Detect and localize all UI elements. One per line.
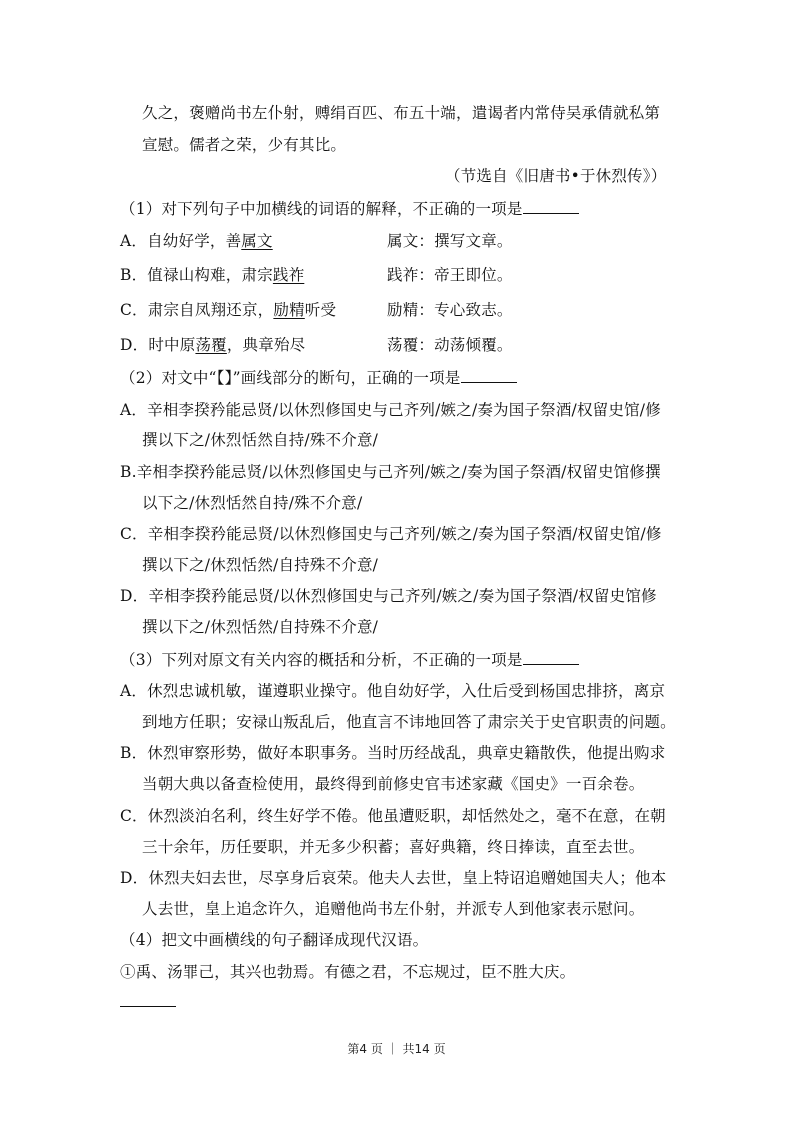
passage-source: （节选自《旧唐书•于休烈传》）	[445, 167, 667, 185]
answer-blank	[523, 650, 579, 665]
q1-option-d-explanation: 荡覆：动荡倾覆。	[387, 336, 513, 354]
option-text: 肃宗自凤翔还京，	[147, 301, 274, 319]
answer-blank	[523, 199, 579, 214]
q1-stem	[120, 199, 579, 219]
option-text: 时中原	[148, 336, 196, 354]
q1-stem-text: （1）对下列句子中加横线的词语的解释，不正确的一项是	[120, 200, 523, 218]
q2-option-b-line-1: B.辛相李揆矜能忌贤/以休烈修国史与己齐列/嫉之/奏为国子祭酒/权留史馆修撰	[120, 463, 661, 481]
underlined-word: 荡覆	[195, 336, 227, 354]
q1-option-a-explanation: 属文：撰写文章。	[387, 232, 513, 250]
q1-option-a	[120, 231, 273, 251]
answer-line	[120, 1006, 176, 1007]
q2-option-b-line-2: 以下之/休烈恬然自持/殊不介意/	[142, 494, 363, 512]
option-label: B．	[120, 266, 148, 284]
option-label: C．	[120, 301, 148, 319]
q3-option-c-line-2: 三十余年，历任要职，并无多少积蓄；喜好典籍，终日捧读，直至去世。	[142, 838, 645, 856]
q3-option-a-line-1: A．休烈忠诚机敏，谨遵职业操守。他自幼好学，入仕后受到杨国忠排挤，离京	[120, 682, 666, 700]
q1-option-b	[120, 265, 304, 285]
q1-option-c	[120, 300, 336, 320]
option-label: A．	[120, 232, 148, 250]
q1-option-b-explanation: 践祚：帝王即位。	[387, 266, 513, 284]
q1-option-d	[120, 335, 305, 355]
q2-option-c-line-2: 撰以下之/休烈恬然/自持殊不介意/	[142, 556, 379, 574]
q3-option-d-line-1: D．休烈夫妇去世，尽享身后哀荣。他夫人去世，皇上特诏追赠她国夫人；他本	[120, 869, 667, 887]
q3-option-c-line-1: C．休烈淡泊名利，终生好学不倦。他虽遭贬职，却恬然处之，毫不在意，在朝	[120, 807, 666, 825]
option-label: D．	[120, 336, 149, 354]
q3-stem	[120, 650, 579, 670]
q4-stem: （4）把文中画横线的句子翻译成现代汉语。	[120, 931, 429, 949]
answer-blank	[461, 368, 517, 383]
q1-option-c-explanation: 励精：专心致志。	[387, 301, 513, 319]
q3-option-b-line-1: B．休烈审察形势，做好本职事务。当时历经战乱，典章史籍散佚，他提出购求	[120, 744, 666, 762]
q3-option-b-line-2: 当朝大典以备查检使用，最终得到前修史官韦述家藏《国史》一百余卷。	[142, 775, 645, 793]
page-footer: 第4 页 ｜ 共14 页	[347, 1042, 446, 1056]
q4-sentence-1: ①禹、汤罪己，其兴也勃焉。有德之君，不忘规过，臣不胜大庆。	[120, 963, 576, 981]
underlined-word: 属文	[241, 232, 273, 250]
q2-stem	[120, 368, 517, 388]
option-text: 听受	[304, 301, 337, 319]
option-text: ，典章殆尽	[226, 336, 306, 354]
q2-option-d-line-2: 撰以下之/休烈恬然/自持殊不介意/	[142, 618, 379, 636]
passage-line-1: 久之，褒赠尚书左仆射，赙绢百匹、布五十端，遣谒者内常侍吴承倩就私第	[142, 104, 661, 122]
option-text: 自幼好学，善	[147, 232, 242, 250]
q3-stem-text: （3）下列对原文有关内容的概括和分析，不正确的一项是	[120, 651, 523, 669]
q2-option-a-line-2: 撰以下之/休烈恬然自持/殊不介意/	[142, 431, 379, 449]
underlined-word: 励精	[273, 301, 305, 319]
q2-option-a-line-1: A．辛相李揆矜能忌贤/以休烈修国史与己齐列/嫉之/奏为国子祭酒/权留史馆/修	[120, 401, 661, 419]
underlined-word: 践祚	[272, 266, 305, 284]
option-text: 值禄山构难，肃宗	[147, 266, 273, 284]
q2-stem-text: （2）对文中“【】”画线部分的断句，正确的一项是	[120, 369, 461, 387]
q2-option-d-line-1: D．辛相李揆矜能忌贤/以休烈修国史与己齐列/嫉之/奏为国子祭酒/权留史馆修	[120, 587, 657, 605]
passage-line-2: 宣慰。儒者之荣，少有其比。	[142, 136, 347, 154]
q3-option-d-line-2: 人去世，皇上追念许久，追赠他尚书左仆射，并派专人到他家表示慰问。	[142, 900, 645, 918]
q3-option-a-line-2: 到地方任职；安禄山叛乱后，他直言不讳地回答了肃宗关于史官职责的问题。	[142, 713, 676, 731]
q2-option-c-line-1: C．辛相李揆矜能忌贤/以休烈修国史与己齐列/嫉之/奏为国子祭酒/权留史馆/修	[120, 525, 662, 543]
